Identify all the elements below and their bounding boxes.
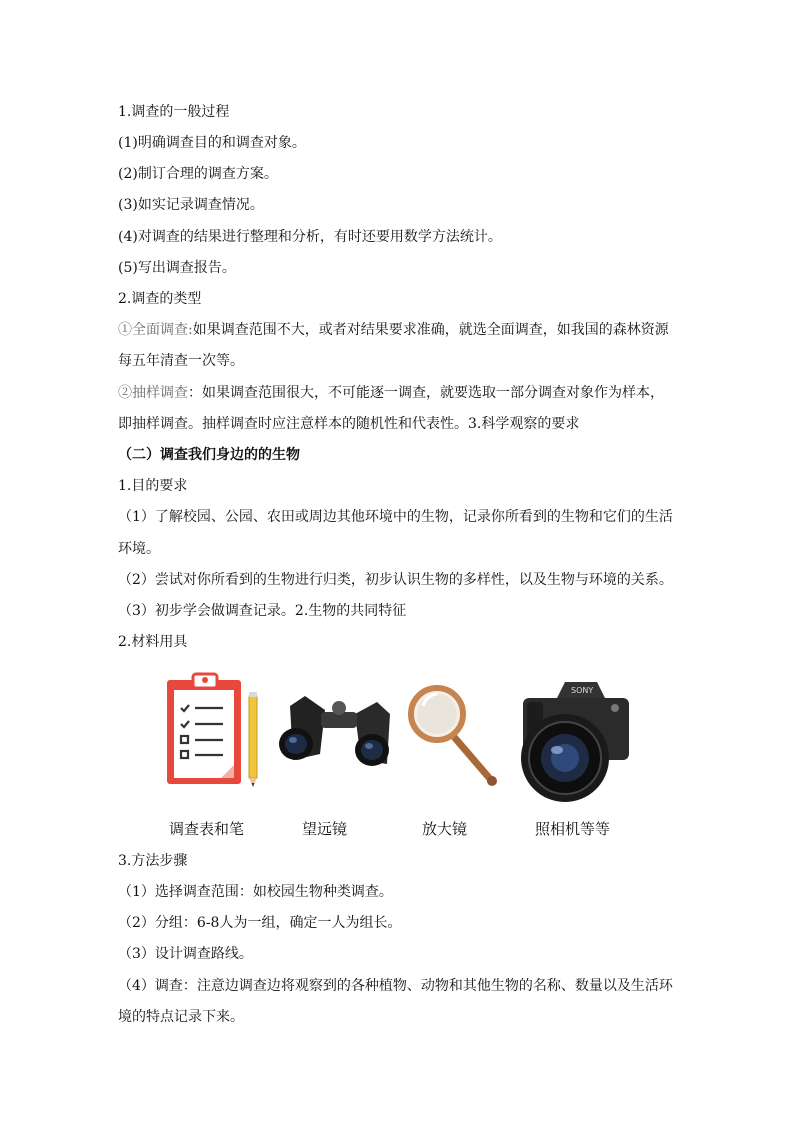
method-step-4: （4）调查：注意边调查边将观察到的各种植物、动物和其他生物的名称、数量以及生活环	[118, 978, 673, 994]
caption-binoculars: 望远镜	[302, 820, 348, 838]
step-1: (1)明确调查目的和调查对象。	[118, 135, 306, 151]
full-survey-text: 如果调查范围不大，或者对结果要求准确，就选全面调查，如我国的森林资源	[192, 322, 669, 338]
goal-1-cont: 环境。	[118, 541, 160, 557]
full-survey-paragraph-cont: 每五年清查一次等。	[118, 353, 244, 369]
camera-icon	[521, 682, 629, 802]
sample-survey-paragraph-cont: 即抽样调查。抽样调查时应注意样本的随机性和代表性。3.科学观察的要求	[118, 416, 580, 432]
method-step-1: （1）选择调查范围：如校园生物种类调查。	[118, 884, 393, 900]
step-3: (3)如实记录调查情况。	[118, 197, 264, 213]
pencil-icon	[249, 692, 257, 787]
binoculars-icon	[279, 696, 390, 766]
section-heading: （二）调查我们身边的的生物	[118, 447, 300, 463]
clipboard-icon	[167, 674, 241, 784]
step-4: (4)对调查的结果进行整理和分析，有时还要用数学方法统计。	[118, 229, 502, 245]
magnifier-icon	[411, 688, 497, 786]
heading-method-steps: 3.方法步骤	[118, 853, 188, 869]
sample-survey-paragraph	[118, 383, 678, 403]
caption-camera: 照相机等等	[535, 820, 611, 838]
sample-survey-term: ②抽样调查	[118, 385, 188, 401]
materials-figure	[165, 668, 633, 844]
method-step-2: （2）分组：6-8人为一组，确定一人为组长。	[118, 915, 402, 931]
method-step-3: （3）设计调查路线。	[118, 946, 253, 962]
full-survey-paragraph	[118, 320, 678, 340]
full-survey-term: ①全面调查:	[118, 322, 193, 338]
sample-survey-text: ：如果调查范围很大，不可能逐一调查，就要选取一部分调查对象作为样本，	[188, 385, 664, 401]
method-step-4-cont: 境的特点记录下来。	[118, 1009, 244, 1025]
goal-2: （2）尝试对你所看到的生物进行归类，初步认识生物的多样性，以及生物与环境的关系。	[118, 572, 673, 588]
heading-survey-types: 2.调查的类型	[118, 291, 202, 307]
caption-survey-form-pen: 调查表和笔	[169, 820, 245, 838]
materials-illustration	[165, 668, 633, 818]
goal-3: （3）初步学会做调查记录。2.生物的共同特征	[118, 603, 407, 619]
step-5: (5)写出调查报告。	[118, 260, 236, 276]
camera-brand-label: SONY	[571, 686, 594, 695]
heading-materials: 2.材料用具	[118, 634, 188, 650]
step-2: (2)制订合理的调查方案。	[118, 166, 278, 182]
heading-goals: 1.目的要求	[118, 478, 188, 494]
heading-survey-process: 1.调查的一般过程	[118, 104, 230, 120]
caption-magnifier: 放大镜	[422, 820, 468, 838]
goal-1: （1）了解校园、公园、农田或周边其他环境中的生物，记录你所看到的生物和它们的生活	[118, 509, 673, 525]
